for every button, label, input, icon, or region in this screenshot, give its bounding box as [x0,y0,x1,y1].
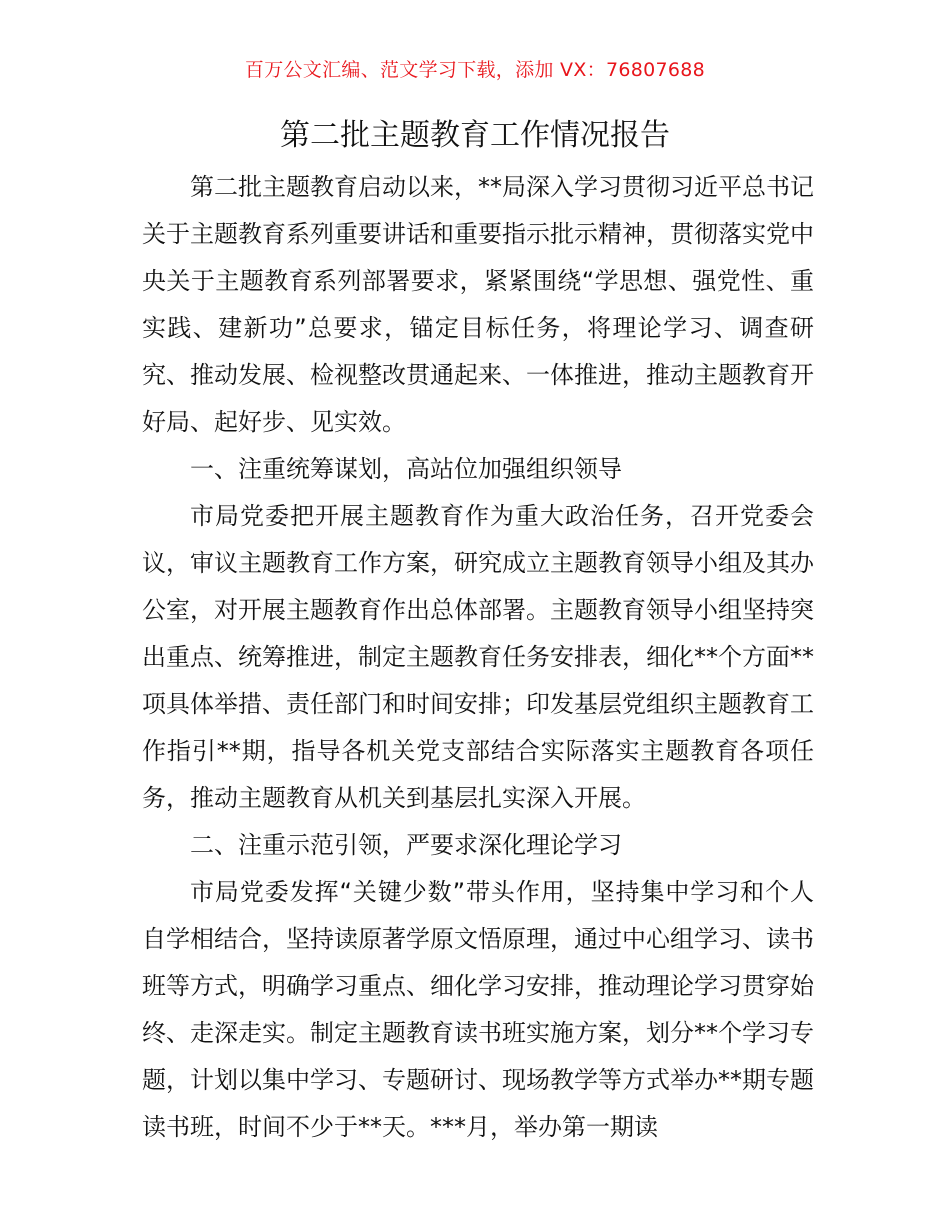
watermark-header: 百万公文汇编、范文学习下载，添加 VX：76807688 [244,59,706,81]
document-body [142,164,814,1151]
intro-paragraph: 第二批主题教育启动以来，**局深入学习贯彻习近平总书记关于主题教育系列重要讲话和重要指示批示精神，贯彻落实党中央关于主题教育系列部署要求，紧紧围绕“学思想、强党性、重实践、建新功”总要求，锚定目标任务，将理论学习、调查研究、推动发展、检视整改贯通起来、一体推进，推动主题教育开好局、起好步、见实效。 [142,173,814,436]
section-paragraph-1: 市局党委把开展主题教育作为重大政治任务，召开党委会议，审议主题教育工作方案，研究成立主题教育领导小组及其办公室，对开展主题教育作出总体部署。主题教育领导小组坚持突出重点、统筹推进，制定主题教育任务安排表，细化**个方面**项具体举措、责任部门和时间安排；印发基层党组织主题教育工作指引**期，指导各机关党支部结合实际落实主题教育各项任务，推动主题教育从机关到基层扎实深入开展。 [142,502,814,812]
document-title: 第二批主题教育工作情况报告 [280,118,670,153]
section-paragraph-2: 市局党委发挥“关键少数”带头作用，坚持集中学习和个人自学相结合，坚持读原著学原文悟原理，通过中心组学习、读书班等方式，明确学习重点、细化学习安排，推动理论学习贯穿始终、走深走实。制定主题教育读书班实施方案，划分**个学习专题，计划以集中学习、专题研讨、现场教学等方式举办**期专题读书班，时间不少于**天。***月，举办第一期读 [142,878,814,1141]
section-heading-1: 一、注重统筹谋划，高站位加强组织领导 [190,455,622,483]
section-heading-2: 二、注重示范引领，严要求深化理论学习 [190,831,622,859]
